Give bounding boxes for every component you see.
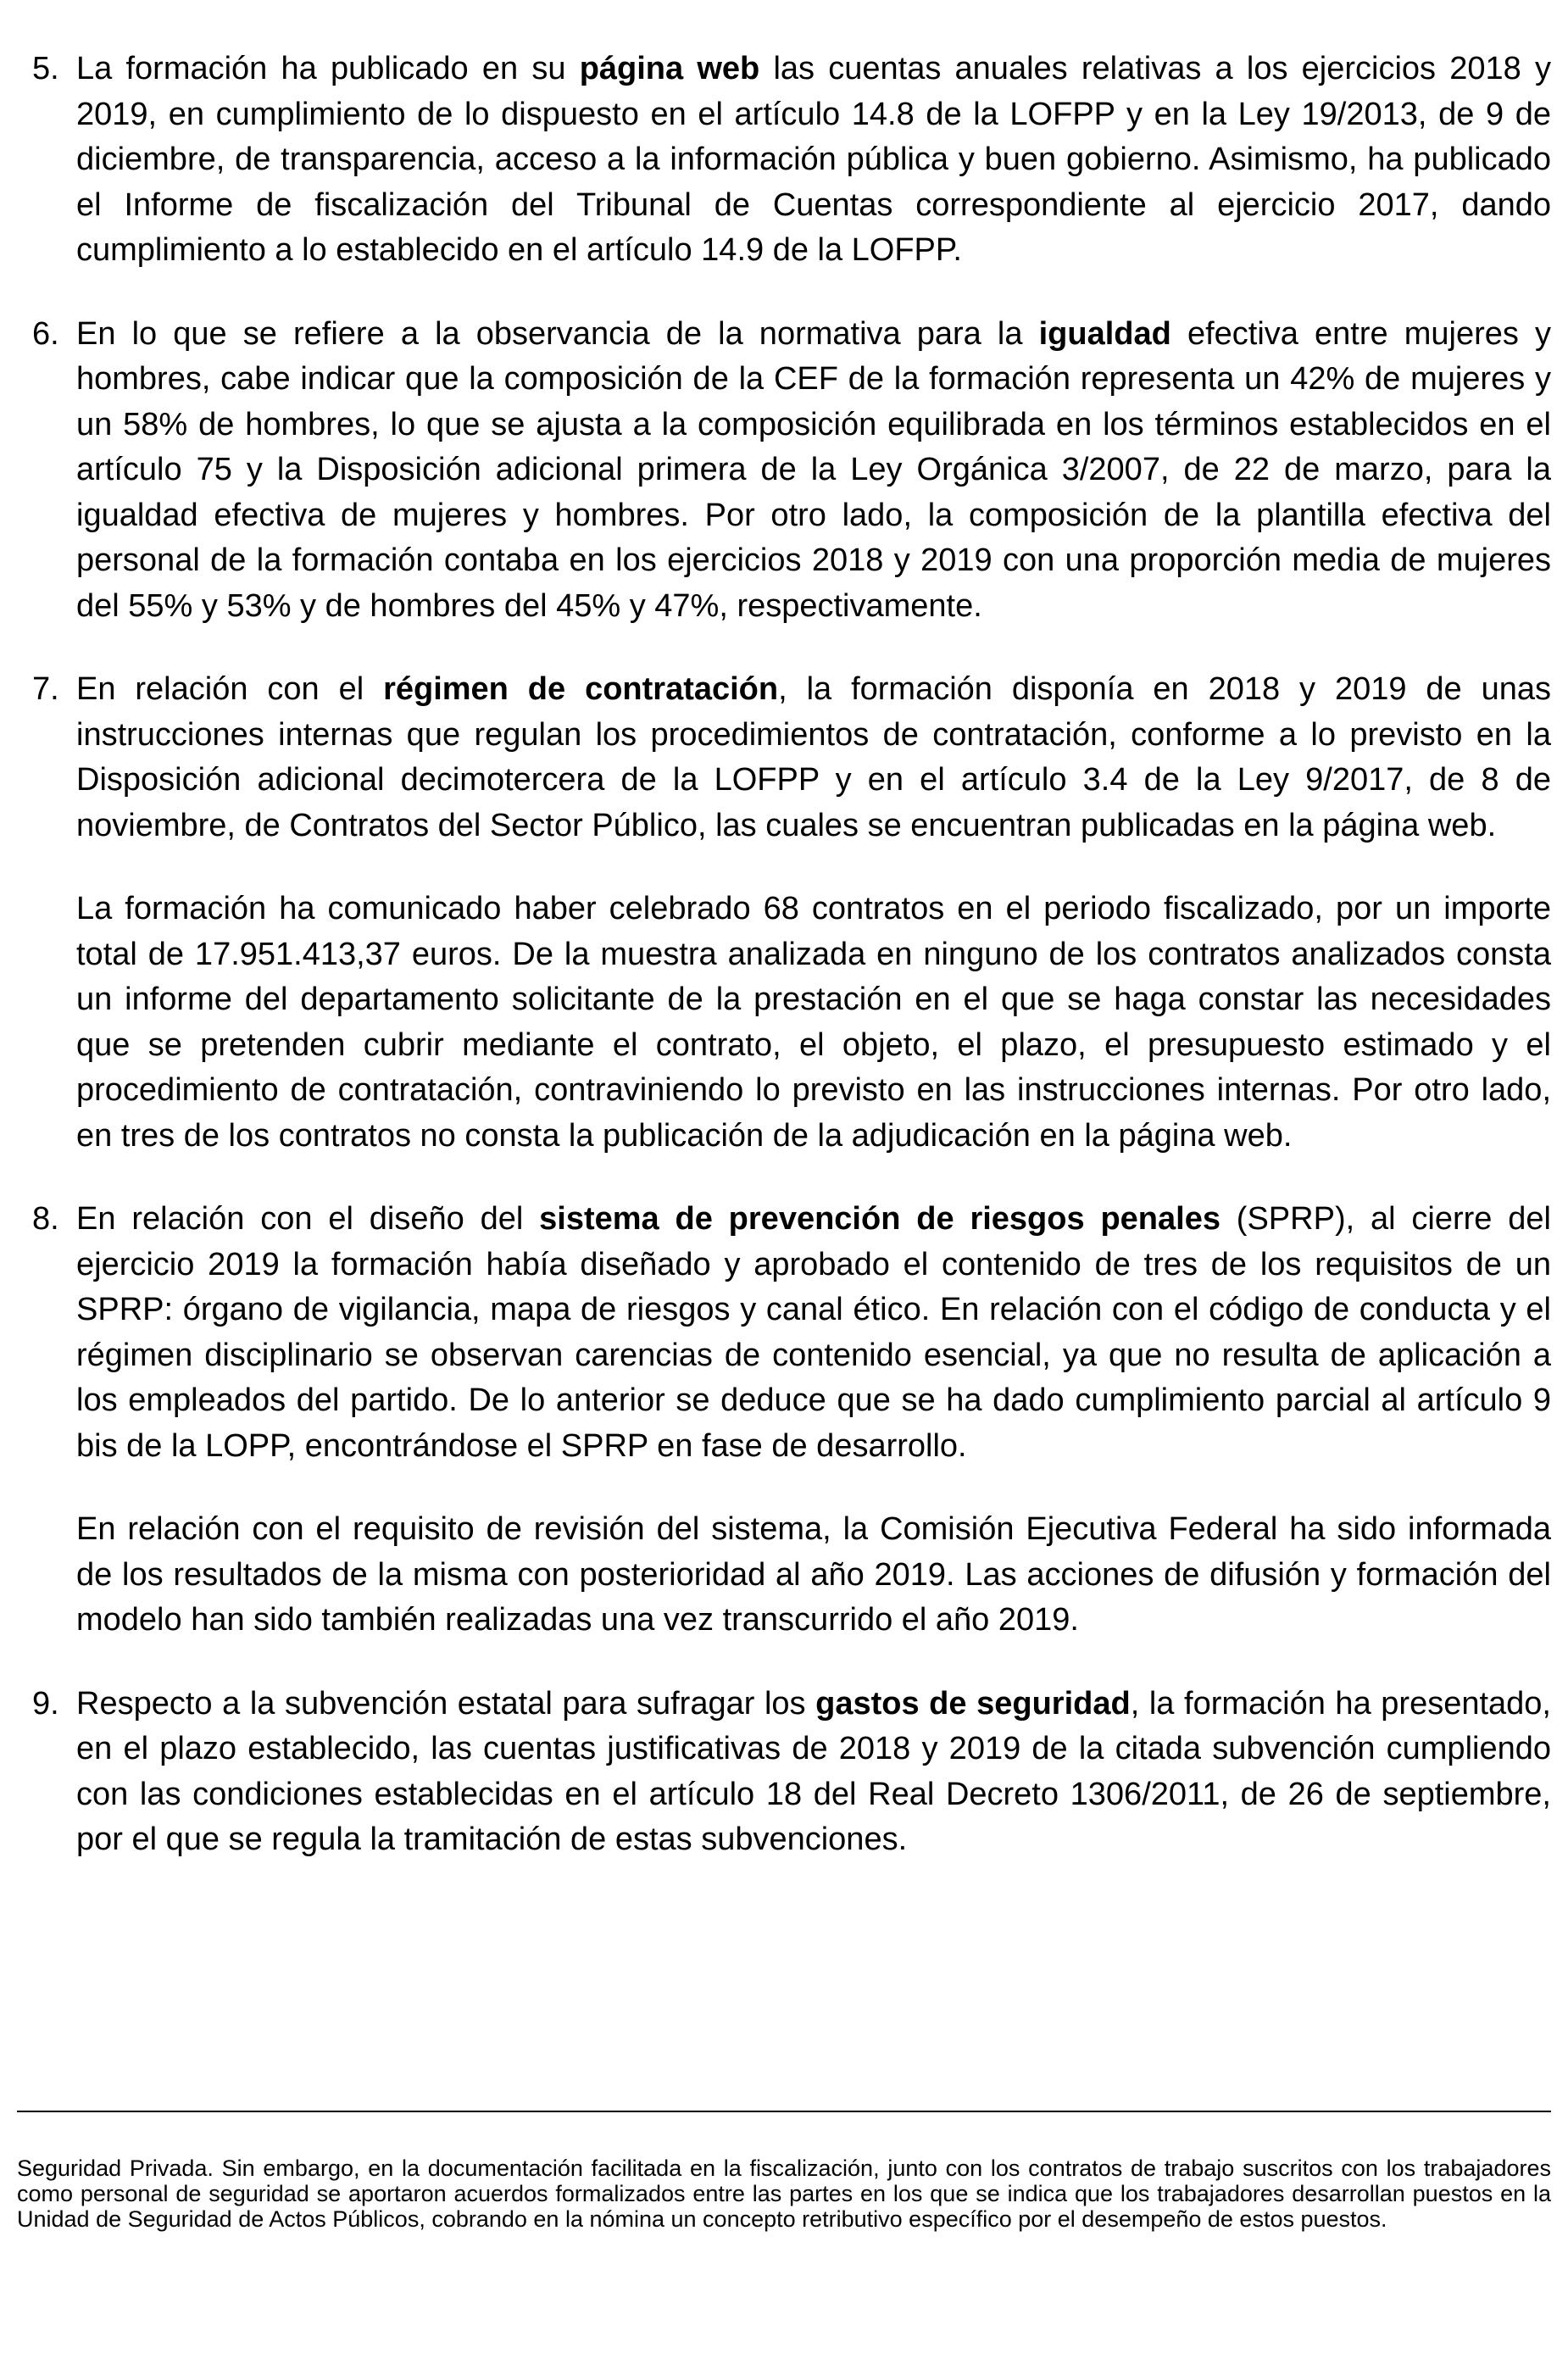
paragraph	[76, 1197, 1551, 1469]
bold-term: página web	[579, 51, 760, 86]
item-content	[76, 312, 1551, 630]
item-content	[76, 1682, 1551, 1863]
paragraph	[76, 667, 1551, 848]
text-run: efectiva entre mujeres y hombres, cabe indicar que la composición de la CEF de la formación representa un 42% de mujeres y un 58% de hombres, lo que se ajusta a la composición equilibrada en los términos establecidos en el artículo 75 y la Disposición adicional primera de la Ley Orgánica 3/2007, de 22 de marzo, para la igualdad efectiva de mujeres y hombres. Por otro lado, la composición de la plantilla efectiva del personal de la formación contaba en los ejercicios 2018 y 2019 con una proporción media de mujeres del 55% y 53% y de hombres del 45% y 47%, respectivamente.	[76, 315, 1551, 624]
text-run: , la formación ha presentado, en el plazo establecido, las cuentas justificativas de 2018 y 2019 de la citada subvención cumpliendo con las condiciones establecidas en el artículo 18 del Real Decreto 1306/2011, de 26 de septiembre, por el que se regula la tramitación de estas subvenciones.	[76, 1685, 1551, 1857]
list-item	[32, 1197, 1551, 1644]
footnote-divider	[17, 2111, 1551, 2112]
paragraph	[76, 887, 1551, 1159]
item-number: 8.	[32, 1201, 59, 1237]
list-item	[32, 667, 1551, 1159]
text-run: En relación con el diseño del	[76, 1201, 540, 1237]
paragraph	[76, 1682, 1551, 1863]
paragraph	[76, 47, 1551, 274]
item-number: 6.	[32, 315, 59, 352]
text-run: En relación con el	[76, 671, 384, 707]
text-run: las cuentas anuales relativas a los ejercicios 2018 y 2019, en cumplimiento de lo dispuesto en el artículo 14.8 de la LOFPP y en la Ley 19/2013, de 9 de diciembre, de transparencia, acceso a la información pública y buen gobierno. Asimismo, ha publicado el Informe de fiscalización del Tribunal de Cuentas correspondiente al ejercicio 2017, dando cumplimiento a lo establecido en el artículo 14.9 de la LOFPP.	[76, 51, 1551, 268]
list-item	[32, 1682, 1551, 1863]
bold-term: régimen de contratación	[383, 671, 779, 707]
bold-term: sistema de prevención de riesgos penales	[539, 1201, 1220, 1237]
item-number: 7.	[32, 671, 59, 707]
paragraph	[76, 1507, 1551, 1644]
list-item	[32, 312, 1551, 630]
paragraph	[76, 312, 1551, 630]
item-content	[76, 1197, 1551, 1644]
footnote-text: Seguridad Privada. Sin embargo, en la documentación facilitada en la fiscalización, junto con los contratos de trabajo suscritos con los trabajadores como personal de seguridad se aportaron acuerdos formalizados entre las partes en los que se indica que los trabajadores desarrollan puestos en la Unidad de Seguridad de Actos Públicos, cobrando en la nómina un concepto retributivo específico por el desempeño de estos puestos.	[17, 2156, 1551, 2232]
text-run: En lo que se refiere a la observancia de la normativa para la	[76, 315, 1039, 352]
text-run: La formación ha comunicado haber celebrado 68 contratos en el periodo fiscalizado, por un importe total de 17.951.413,37 euros. De la muestra analizada en ninguno de los contratos analizados consta un informe del departamento solicitante de la prestación en el que se haga constar las necesidades que se pretenden cubrir mediante el contrato, el objeto, el plazo, el presupuesto estimado y el procedimiento de contratación, contraviniendo lo previsto en las instrucciones internas. Por otro lado, en tres de los contratos no consta la publicación de la adjudicación en la página web.	[76, 891, 1551, 1154]
item-content	[76, 47, 1551, 274]
text-run: La formación ha publicado en su	[76, 51, 580, 86]
bold-term: igualdad	[1038, 315, 1171, 352]
text-run: (SPRP), al cierre del ejercicio 2019 la formación había diseñado y aprobado el contenido de tres de los requisitos de un SPRP: órgano de vigilancia, mapa de riesgos y canal ético. En relación con el código de conducta y el régimen disciplinario se observan carencias de contenido esencial, ya que no resulta de aplicación a los empleados del partido. De lo anterior se deduce que se ha dado cumplimiento parcial al artículo 9 bis de la LOPP, encontrándose el SPRP en fase de desarrollo.	[76, 1201, 1551, 1464]
list-item	[32, 47, 1551, 274]
text-run: Respecto a la subvención estatal para sufragar los	[76, 1685, 816, 1722]
item-content	[76, 667, 1551, 1159]
text-run: , la formación disponía en 2018 y 2019 de unas instrucciones internas que regulan los procedimientos de contratación, conforme a lo previsto en la Disposición adicional decimotercera de la LOFPP y en el artículo 3.4 de la Ley 9/2017, de 8 de noviembre, de Contratos del Sector Público, las cuales se encuentran publicadas en la página web.	[76, 671, 1551, 843]
item-number: 9.	[32, 1685, 59, 1722]
findings-list	[32, 47, 1551, 1901]
text-run: En relación con el requisito de revisión del sistema, la Comisión Ejecutiva Federal ha sido informada de los resultados de la misma con posterioridad al año 2019. Las acciones de difusión y formación del modelo han sido también realizadas una vez transcurrido el año 2019.	[76, 1511, 1551, 1638]
bold-term: gastos de seguridad	[815, 1685, 1131, 1722]
item-number: 5.	[32, 51, 59, 86]
